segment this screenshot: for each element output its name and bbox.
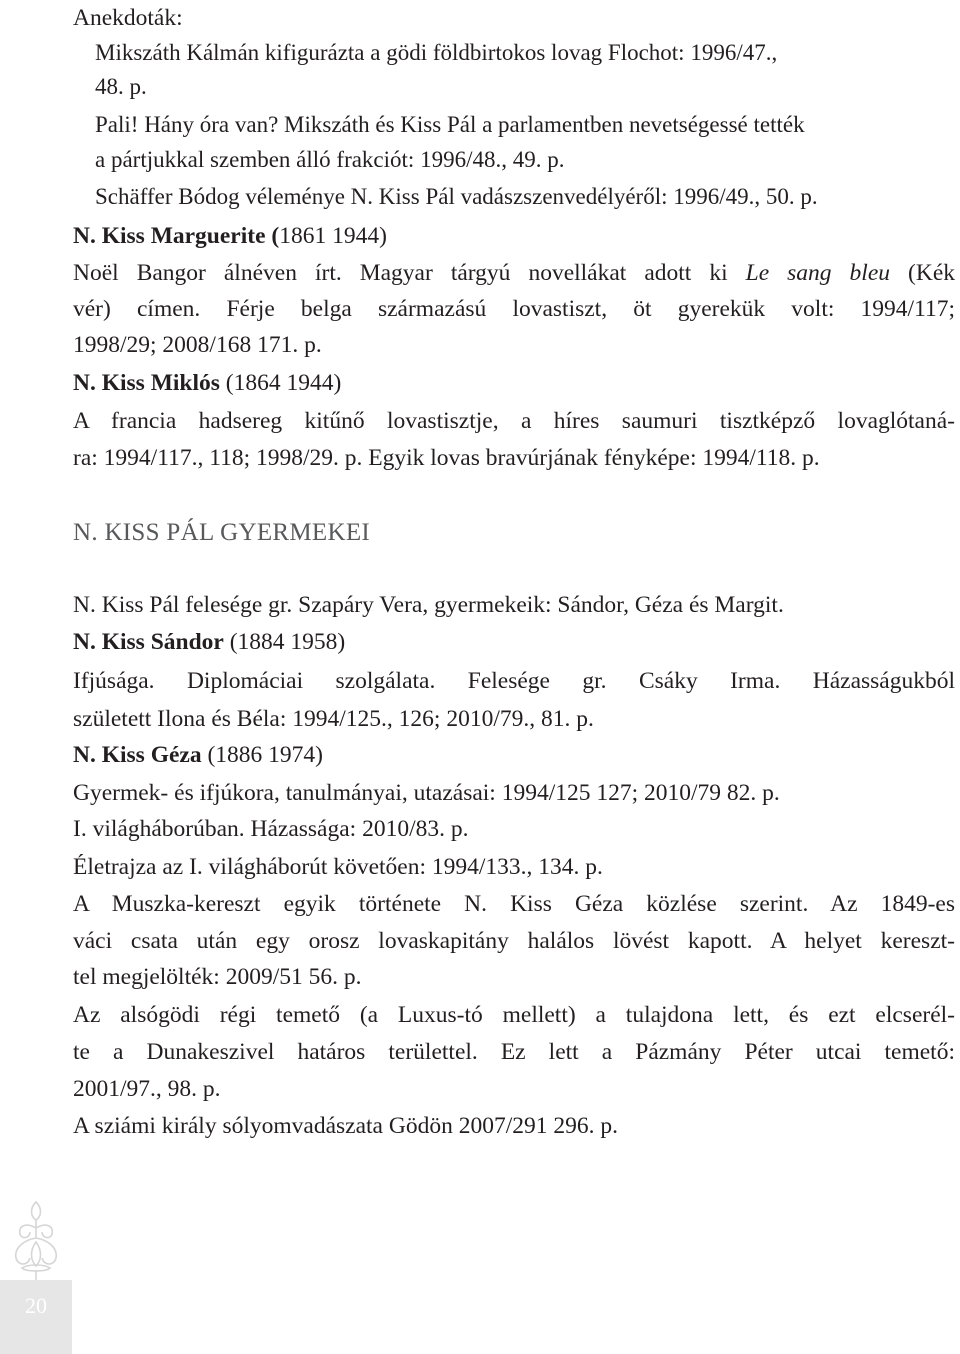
anecdote-line: Mikszáth Kálmán kifigurázta a gödi földbirtokos lovag Flochot: 1996/47., bbox=[95, 40, 778, 65]
anecdote-line: a pártjukkal szemben álló frakciót: 1996/48., 49. p. bbox=[95, 147, 565, 172]
person-dates: 1861 1944) bbox=[279, 223, 387, 249]
geza-line: Életrajza az I. világháborút követően: 1994/133., 134. p. bbox=[73, 854, 603, 880]
person-dates: (1864 1944) bbox=[219, 370, 342, 396]
person-dates: (1886 1974) bbox=[201, 742, 323, 768]
anecdote-line: Pali! Hány óra van? Mikszáth és Kiss Pál a parlamentben nevetségessé tették bbox=[95, 112, 805, 137]
children-intro: N. Kiss Pál felesége gr. Szapáry Vera, gyermekeik: Sándor, Géza és Margit. bbox=[73, 592, 784, 618]
text-segment: (Kék bbox=[890, 260, 956, 286]
geza-line: tel megjelölték: 2009/51 56. p. bbox=[73, 964, 362, 990]
person-heading-miklos bbox=[73, 368, 955, 398]
geza-line: te a Dunakeszivel határos területtel. Ez lett a Pázmány Péter utcai temető: bbox=[73, 1039, 955, 1065]
page-number: 20 bbox=[0, 1280, 72, 1354]
person-name: N. Kiss Miklós bbox=[73, 370, 220, 396]
person-name: N. Kiss Sándor bbox=[73, 629, 224, 655]
geza-line: A sziámi király sólyomvadászata Gödön 2007/291 296. p. bbox=[73, 1113, 618, 1139]
sandor-line: Ifjúsága. Diplomáciai szolgálata. Felesége gr. Csáky Irma. Házasságukból bbox=[73, 668, 955, 694]
person-dates: (1884 1958) bbox=[223, 629, 346, 655]
anecdotes-heading: Anekdoták: bbox=[73, 5, 183, 31]
sandor-line: született Ilona és Béla: 1994/125., 126; 2010/79., 81. p. bbox=[73, 706, 594, 732]
geza-line: Gyermek- és ifjúkora, tanulmányai, utazásai: 1994/125 127; 2010/79 82. p. bbox=[73, 780, 780, 806]
anecdote-line: 48. p. bbox=[95, 74, 147, 99]
geza-line: váci csata után egy orosz lovaskapitány halálos lövést kapott. A helyet kereszt- bbox=[73, 928, 955, 954]
marguerite-line bbox=[73, 258, 955, 288]
book-title: Le sang bleu bbox=[745, 260, 891, 286]
section-heading: N. KISS PÁL GYERMEKEI bbox=[73, 519, 371, 546]
marguerite-line: 1998/29; 2008/168 171. p. bbox=[73, 332, 322, 358]
geza-line: A Muszka-kereszt egyik története N. Kiss Géza közlése szerint. Az 1849-es bbox=[73, 891, 955, 917]
geza-line: I. világháborúban. Házassága: 2010/83. p. bbox=[73, 816, 469, 842]
miklos-line: ra: 1994/117., 118; 1998/29. p. Egyik lovas bravúrjának fényképe: 1994/118. p. bbox=[73, 445, 820, 471]
person-heading-marguerite bbox=[73, 221, 955, 251]
person-heading-sandor bbox=[73, 627, 955, 657]
person-name: N. Kiss Marguerite ( bbox=[73, 223, 280, 249]
marguerite-line: vér) címen. Férje belga származású lovastiszt, öt gyerekük volt: 1994/117; bbox=[73, 296, 955, 322]
anecdote-line: Schäffer Bódog véleménye N. Kiss Pál vadászszenvedélyéről: 1996/49., 50. p. bbox=[95, 184, 818, 209]
text-segment: Noël Bangor álnéven írt. Magyar tárgyú novellákat adott ki bbox=[73, 260, 746, 286]
geza-line: Az alsógödi régi temető (a Luxus-tó mellett) a tulajdona lett, és ezt elcserél- bbox=[73, 1002, 955, 1028]
person-heading-geza bbox=[73, 740, 955, 770]
person-name: N. Kiss Géza bbox=[73, 742, 202, 768]
geza-line: 2001/97., 98. p. bbox=[73, 1076, 221, 1102]
miklos-line: A francia hadsereg kitűnő lovastisztje, a híres saumuri tisztképző lovaglótaná- bbox=[73, 408, 955, 434]
